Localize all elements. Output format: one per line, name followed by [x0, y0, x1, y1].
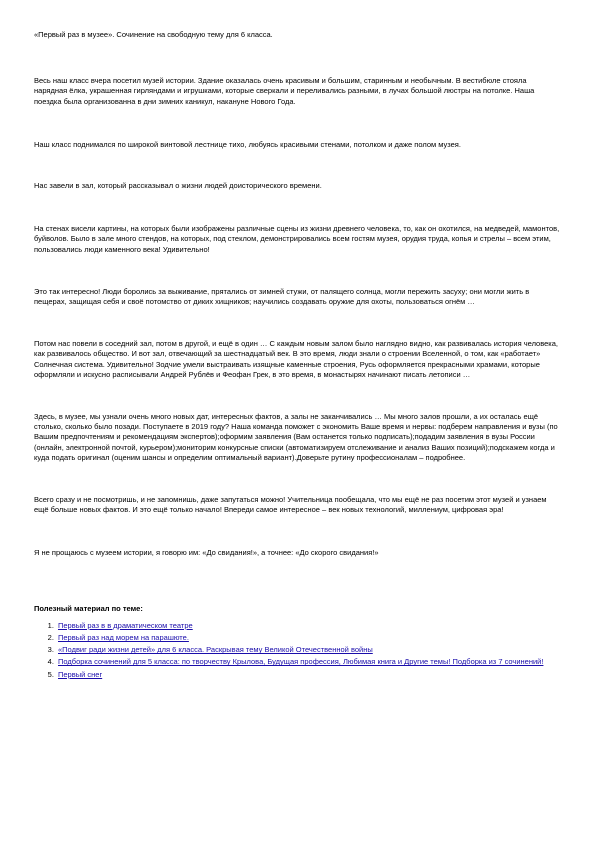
paragraph-1: Весь наш класс вчера посетил музей истории. Здание оказалась очень красивым и большим, старинным и необычным. В вестибюле стояла нарядная ёлка, украшенная гирляндами и игрушками, которые сверкали и переливались разными, в лучах большой люстры на потолке. Наша поездка была организованна в дни зимних каникул, накануне Нового Года. — [34, 76, 535, 106]
paragraph-8: Всего сразу и не посмотришь, и не запомнишь, даже запутаться можно! Учительница пообещала, что мы ещё не раз посетим этот музей и узнаем ещё больше новых фактов. И это ещё только начало! Впереди самое интересное – век новых технологий, миллениум, цифровая эра! — [34, 495, 547, 515]
list-item — [56, 645, 561, 655]
related-links-list — [34, 621, 561, 680]
paragraph-2: Наш класс поднимался по широкой винтовой лестнице тихо, любуясь красивыми стенами, потолком и даже полом музея. — [34, 139, 461, 149]
related-link-5[interactable]: Первый снег — [58, 669, 103, 679]
related-link-1[interactable]: Первый раз в в драматическом театре — [58, 620, 193, 630]
document-title: «Первый раз в музее». Сочинение на свободную тему для 6 класса. — [34, 30, 273, 39]
paragraph-6: Потом нас повели в соседний зал, потом в другой, и ещё в один … С каждым новым залом было наглядно видно, как развивалась история человека, как развивалось общество. И вот зал, отвечающий за шестнадцатый век. В это время, люди знали о строении Вселенной, о том, как «работает» Солнечная система. Удивительно! Зодчие умели выстраивать изящные каменные строения, Русь оформляется прекрасными храмами, которые оформляли и искусно расписывали Андрей Рублёв и Феофан Грек, в это время, в монастырях начинают писать летописи … — [34, 339, 558, 379]
list-item — [56, 633, 561, 643]
related-link-4[interactable]: Подборка сочинений для 5 класса: по творчеству Крылова, Будущая профессия, Любимая книга и Другие темы! Подборка из 7 сочинений! — [58, 657, 544, 667]
related-link-2[interactable]: Первый раз над морем на парашюте. — [58, 633, 189, 643]
related-heading: Полезный материал по теме: — [34, 603, 143, 613]
paragraph-9: Я не прощаюсь с музеем истории, я говорю им: «До свидания!», а точнее: «До скорого свидания!» — [34, 548, 379, 558]
paragraph-5: Это так интересно! Люди боролись за выживание, прятались от зимней стужи, от палящего солнца, могли пережить засуху; они могли жить в пещерах, защищая себя и своё потомство от диких хищников; научились создавать оружие для охоты, пользоваться огнём … — [34, 286, 530, 307]
list-item — [56, 657, 561, 667]
paragraph-7: Здесь, в музее, мы узнали очень много новых дат, интересных фактов, а залы не заканчивались … Мы много залов прошли, а их осталась ещё столько, сколько было позади. Поступаете в 2019 году? Наша команда поможет с экономить Ваше время и нервы: подберем направления и вузы (по Вашим предпочтениям и рекомендациям экспертов);оформим заявления (Вам останется только подписать);подадим заявления в вузы России (онлайн, электронной почтой, курьером);мониторим конкурсные списки (автоматизируем отслеживание и анализ Ваших позиций);подскажем когда и куда подать оригинал (оценим шансы и определим оптимальный вариант).Доверьте рутину профессионалам – подробнее. — [34, 412, 558, 462]
list-item — [56, 670, 561, 680]
paragraph-4: На стенах висели картины, на которых были изображены различные сцены из жизни древнего человека, то, как он охотился, на медведей, мамонтов, буйволов. Было в зале много стендов, на которых, под стеклом, демонстрировались всем гостям музея, орудия труда, копья и стрелы – всем этим, пользовались люди каменного века! Удивительно! — [34, 224, 560, 254]
list-item — [56, 621, 561, 631]
related-link-3[interactable]: «Подвиг ради жизни детей» для 6 класса. Раскрывая тему Великой Отечественной войны — [58, 645, 373, 655]
paragraph-3: Нас завели в зал, который рассказывал о жизни людей доисторического времени. — [34, 181, 322, 191]
